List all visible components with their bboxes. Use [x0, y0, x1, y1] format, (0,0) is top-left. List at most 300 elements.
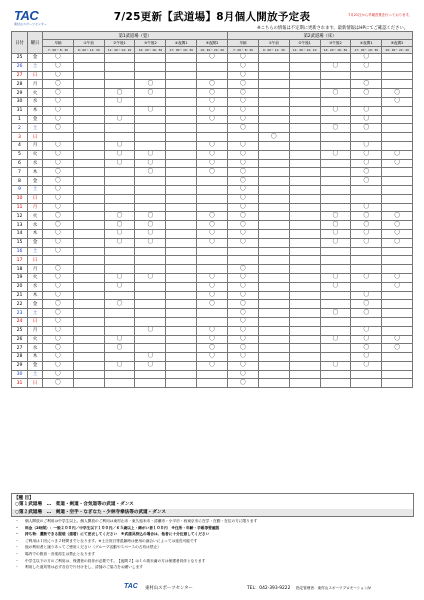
open-slot-mark: 〇 — [351, 159, 382, 168]
closed-slot — [258, 203, 289, 212]
period-time: 17：00～ 19：30 — [351, 47, 382, 54]
row-weekday: 火 — [28, 335, 43, 344]
closed-slot — [382, 256, 413, 265]
row-weekday: 月 — [28, 326, 43, 335]
table-row — [12, 379, 413, 388]
open-slot-mark: 〇 — [43, 238, 74, 247]
closed-slot — [166, 177, 197, 186]
row-date: 21 — [12, 291, 28, 300]
rule-item — [11, 525, 412, 532]
open-slot-mark: 〇 — [43, 335, 74, 344]
closed-slot — [258, 265, 289, 274]
table-row — [12, 238, 413, 247]
period-name: ④夜間1 — [351, 40, 382, 47]
open-slot-mark: 〇 — [104, 300, 135, 309]
closed-slot — [289, 203, 320, 212]
closed-slot — [382, 115, 413, 124]
closed-slot — [104, 62, 135, 71]
row-date: 24 — [12, 317, 28, 326]
open-slot-mark: 〇 — [228, 71, 259, 80]
open-slot-mark: 〇 — [104, 335, 135, 344]
closed-slot — [289, 71, 320, 80]
open-slot-mark: 〇 — [43, 229, 74, 238]
closed-slot — [258, 247, 289, 256]
open-slot-mark: 〇 — [43, 361, 74, 370]
open-slot-mark: 〇 — [351, 309, 382, 318]
open-slot-mark: 〇 — [197, 159, 228, 168]
open-slot-mark: 〇 — [228, 300, 259, 309]
closed-slot — [135, 115, 166, 124]
rule-text: 利用した道具等は必ず各自で片付けをし、清掃のご協力をお願いします — [25, 565, 143, 570]
closed-slot — [43, 133, 74, 142]
open-slot-mark: 〇 — [351, 361, 382, 370]
footer-organization: 東村山スポーツセンター — [145, 586, 193, 591]
closed-slot — [258, 54, 289, 63]
closed-slot — [382, 141, 413, 150]
closed-slot — [166, 106, 197, 115]
closed-slot — [289, 344, 320, 353]
closed-slot — [166, 141, 197, 150]
row-weekday: 土 — [28, 370, 43, 379]
closed-slot — [135, 97, 166, 106]
closed-slot — [197, 265, 228, 274]
closed-slot — [382, 291, 413, 300]
closed-slot — [197, 62, 228, 71]
open-slot-mark: 〇 — [228, 89, 259, 98]
table-row — [12, 361, 413, 370]
closed-slot — [289, 177, 320, 186]
row-weekday: 金 — [28, 238, 43, 247]
footer-manager: 指定管理者：東村山スポーツプロモーションJV — [296, 585, 371, 590]
open-slot-mark: 〇 — [197, 300, 228, 309]
open-slot-mark: 〇 — [197, 89, 228, 98]
open-slot-mark: 〇 — [228, 229, 259, 238]
closed-slot — [320, 265, 351, 274]
closed-slot — [258, 194, 289, 203]
open-slot-mark: 〇 — [43, 344, 74, 353]
period-name: ①午前 — [73, 40, 104, 47]
closed-slot — [166, 71, 197, 80]
closed-slot — [351, 133, 382, 142]
open-slot-mark: 〇 — [104, 221, 135, 230]
open-slot-mark: 〇 — [228, 353, 259, 362]
closed-slot — [289, 300, 320, 309]
closed-slot — [320, 370, 351, 379]
row-date: 1 — [12, 115, 28, 124]
closed-slot — [258, 353, 289, 362]
table-row — [12, 133, 413, 142]
row-weekday: 土 — [28, 124, 43, 133]
row-weekday: 日 — [28, 317, 43, 326]
closed-slot — [289, 309, 320, 318]
row-weekday: 木 — [28, 353, 43, 362]
closed-slot — [289, 141, 320, 150]
closed-slot — [258, 291, 289, 300]
row-date: 11 — [12, 203, 28, 212]
open-slot-mark: 〇 — [228, 238, 259, 247]
closed-slot — [258, 124, 289, 133]
closed-slot — [73, 89, 104, 98]
closed-slot — [320, 300, 351, 309]
table-row — [12, 344, 413, 353]
open-slot-mark: 〇 — [351, 177, 382, 186]
closed-slot — [258, 229, 289, 238]
closed-slot — [320, 203, 351, 212]
row-date: 27 — [12, 344, 28, 353]
open-slot-mark: 〇 — [197, 273, 228, 282]
closed-slot — [320, 247, 351, 256]
closed-slot — [289, 159, 320, 168]
open-slot-mark: 〇 — [382, 229, 413, 238]
table-row — [12, 177, 413, 186]
row-date: 28 — [12, 353, 28, 362]
row-weekday: 火 — [28, 212, 43, 221]
closed-slot — [289, 97, 320, 106]
bullet-icon: ・ — [15, 557, 19, 563]
closed-slot — [382, 309, 413, 318]
open-slot-mark: 〇 — [320, 89, 351, 98]
closed-slot — [351, 194, 382, 203]
closed-slot — [135, 335, 166, 344]
closed-slot — [73, 317, 104, 326]
row-weekday: 月 — [28, 265, 43, 274]
period-name: ④夜間1 — [166, 40, 197, 47]
open-slot-mark: 〇 — [382, 150, 413, 159]
closed-slot — [73, 229, 104, 238]
usage-rules — [11, 518, 412, 571]
closed-slot — [73, 159, 104, 168]
open-slot-mark: 〇 — [228, 370, 259, 379]
open-slot-mark: 〇 — [228, 159, 259, 168]
closed-slot — [166, 212, 197, 221]
header-dojo2: 第2武道場（床） — [228, 32, 413, 40]
closed-slot — [258, 168, 289, 177]
open-slot-mark: 〇 — [43, 370, 74, 379]
closed-slot — [228, 133, 259, 142]
rule-item — [11, 538, 412, 545]
closed-slot — [289, 291, 320, 300]
open-slot-mark: 〇 — [351, 344, 382, 353]
closed-slot — [166, 124, 197, 133]
row-date: 30 — [12, 97, 28, 106]
closed-slot — [135, 379, 166, 388]
closed-slot — [166, 256, 197, 265]
closed-slot — [258, 150, 289, 159]
closed-slot — [382, 106, 413, 115]
page-title: 7/25更新【武道場】8月個人開放予定表 — [113, 11, 311, 23]
table-row — [12, 282, 413, 291]
period-name: 早朝 — [228, 40, 259, 47]
open-slot-mark: 〇 — [228, 379, 259, 388]
table-row — [12, 54, 413, 63]
closed-slot — [73, 326, 104, 335]
table-row — [12, 247, 413, 256]
closed-slot — [382, 133, 413, 142]
open-slot-mark: 〇 — [43, 309, 74, 318]
period-time: 14：20～ 16：50 — [320, 47, 351, 54]
closed-slot — [166, 282, 197, 291]
closed-slot — [73, 353, 104, 362]
open-slot-mark: 〇 — [135, 361, 166, 370]
open-slot-mark: 〇 — [351, 273, 382, 282]
closed-slot — [382, 124, 413, 133]
open-slot-mark: 〇 — [351, 115, 382, 124]
closed-slot — [104, 71, 135, 80]
open-slot-mark: 〇 — [43, 106, 74, 115]
closed-slot — [166, 133, 197, 142]
row-date: 22 — [12, 300, 28, 309]
row-date: 7 — [12, 168, 28, 177]
open-slot-mark: 〇 — [228, 106, 259, 115]
closed-slot — [351, 185, 382, 194]
row-weekday: 月 — [28, 141, 43, 150]
open-slot-mark: 〇 — [320, 361, 351, 370]
open-slot-mark: 〇 — [351, 291, 382, 300]
row-date: 3 — [12, 133, 28, 142]
header-weekday: 曜日 — [28, 32, 43, 54]
table-row — [12, 335, 413, 344]
row-date: 27 — [12, 71, 28, 80]
bullet-icon: ・ — [15, 524, 19, 530]
row-weekday: 水 — [28, 282, 43, 291]
legend-dojo1: ○第１武道場 … 柔道・剣道・合気道等の武道・ダンス — [15, 502, 134, 507]
open-slot-mark: 〇 — [43, 141, 74, 150]
closed-slot — [73, 212, 104, 221]
open-slot-mark: 〇 — [228, 326, 259, 335]
open-slot-mark: 〇 — [43, 212, 74, 221]
closed-slot — [197, 124, 228, 133]
open-slot-mark: 〇 — [258, 133, 289, 142]
row-weekday: 水 — [28, 344, 43, 353]
closed-slot — [166, 159, 197, 168]
closed-slot — [258, 238, 289, 247]
open-slot-mark: 〇 — [382, 97, 413, 106]
open-slot-mark: 〇 — [104, 115, 135, 124]
table-row — [12, 326, 413, 335]
period-time: 19：40～ 22：20 — [197, 47, 228, 54]
legend-heading: 【種 目】 — [14, 496, 34, 501]
open-slot-mark: 〇 — [197, 212, 228, 221]
closed-slot — [258, 335, 289, 344]
closed-slot — [382, 177, 413, 186]
row-date: 31 — [12, 106, 28, 115]
closed-slot — [289, 80, 320, 89]
row-weekday: 日 — [28, 256, 43, 265]
closed-slot — [104, 106, 135, 115]
table-row — [12, 300, 413, 309]
closed-slot — [197, 203, 228, 212]
closed-slot — [104, 256, 135, 265]
open-slot-mark: 〇 — [382, 282, 413, 291]
row-date: 15 — [12, 238, 28, 247]
closed-slot — [166, 265, 197, 274]
rule-text: 個人開放のご利用は中学生以上。個人開放のご利用は東村山市・東久留米市・清瀬市・小平市・西東京市に在学・在勤・在住の方に限ります — [25, 519, 258, 523]
closed-slot — [73, 54, 104, 63]
row-weekday: 水 — [28, 221, 43, 230]
open-slot-mark: 〇 — [228, 317, 259, 326]
table-row — [12, 80, 413, 89]
table-row — [12, 62, 413, 71]
closed-slot — [351, 71, 382, 80]
closed-slot — [258, 97, 289, 106]
table-row — [12, 273, 413, 282]
open-slot-mark: 〇 — [43, 194, 74, 203]
closed-slot — [104, 247, 135, 256]
open-slot-mark: 〇 — [43, 221, 74, 230]
closed-slot — [258, 309, 289, 318]
closed-slot — [166, 335, 197, 344]
period-time: 11：40～ 14：10 — [289, 47, 320, 54]
closed-slot — [166, 62, 197, 71]
period-time: 17：00～ 19：30 — [166, 47, 197, 54]
open-slot-mark: 〇 — [197, 361, 228, 370]
closed-slot — [289, 168, 320, 177]
closed-slot — [135, 54, 166, 63]
open-slot-mark: 〇 — [351, 326, 382, 335]
closed-slot — [320, 115, 351, 124]
open-slot-mark: 〇 — [351, 150, 382, 159]
open-slot-mark: 〇 — [382, 344, 413, 353]
closed-slot — [320, 185, 351, 194]
open-slot-mark: 〇 — [351, 353, 382, 362]
closed-slot — [104, 309, 135, 318]
table-row — [12, 159, 413, 168]
open-slot-mark: 〇 — [104, 141, 135, 150]
closed-slot — [382, 361, 413, 370]
open-slot-mark: 〇 — [320, 124, 351, 133]
open-slot-mark: 〇 — [197, 353, 228, 362]
closed-slot — [289, 326, 320, 335]
closed-slot — [73, 133, 104, 142]
table-row — [12, 124, 413, 133]
open-slot-mark: 〇 — [320, 106, 351, 115]
closed-slot — [258, 177, 289, 186]
open-slot-mark: 〇 — [43, 317, 74, 326]
open-slot-mark: 〇 — [197, 335, 228, 344]
row-weekday: 日 — [28, 71, 43, 80]
closed-slot — [73, 361, 104, 370]
rule-text: 中学生以下の方のご利用は、保護者の同伴が必要です。【夜間２】は１６歳未満の方は保護者同伴となります — [25, 558, 206, 563]
open-slot-mark: 〇 — [43, 291, 74, 300]
open-slot-mark: 〇 — [382, 273, 413, 282]
row-date: 18 — [12, 265, 28, 274]
closed-slot — [320, 177, 351, 186]
open-slot-mark: 〇 — [228, 150, 259, 159]
bullet-icon: ・ — [15, 550, 19, 556]
closed-slot — [351, 256, 382, 265]
closed-slot — [73, 115, 104, 124]
open-slot-mark: 〇 — [104, 238, 135, 247]
closed-slot — [351, 265, 382, 274]
rule-text: 他の利用者と譲りあってご使用ください（グループ活動やスペースの占有は禁止） — [25, 545, 161, 550]
closed-slot — [351, 282, 382, 291]
closed-slot — [258, 80, 289, 89]
row-date: 8 — [12, 177, 28, 186]
open-slot-mark: 〇 — [135, 80, 166, 89]
open-slot-mark: 〇 — [135, 89, 166, 98]
open-slot-mark: 〇 — [320, 62, 351, 71]
open-slot-mark: 〇 — [228, 177, 259, 186]
closed-slot — [258, 89, 289, 98]
table-row — [12, 115, 413, 124]
closed-slot — [382, 62, 413, 71]
open-slot-mark: 〇 — [320, 238, 351, 247]
closed-slot — [258, 185, 289, 194]
closed-slot — [166, 185, 197, 194]
period-name: ③午後2 — [135, 40, 166, 47]
period-name: ②午後1 — [104, 40, 135, 47]
closed-slot — [382, 247, 413, 256]
open-slot-mark: 〇 — [197, 115, 228, 124]
open-slot-mark: 〇 — [197, 291, 228, 300]
closed-slot — [73, 97, 104, 106]
closed-slot — [73, 247, 104, 256]
closed-slot — [351, 370, 382, 379]
closed-slot — [166, 89, 197, 98]
period-time: 7：00～ 8：30 — [43, 47, 74, 54]
closed-slot — [320, 97, 351, 106]
row-weekday: 月 — [28, 203, 43, 212]
row-date: 10 — [12, 194, 28, 203]
open-slot-mark: 〇 — [228, 97, 259, 106]
open-slot-mark: 〇 — [43, 247, 74, 256]
row-date: 23 — [12, 309, 28, 318]
closed-slot — [258, 326, 289, 335]
closed-slot — [166, 97, 197, 106]
closed-slot — [73, 124, 104, 133]
closed-slot — [73, 238, 104, 247]
closed-slot — [382, 194, 413, 203]
open-slot-mark: 〇 — [43, 97, 74, 106]
table-row — [12, 185, 413, 194]
closed-slot — [135, 177, 166, 186]
closed-slot — [166, 273, 197, 282]
closed-slot — [166, 229, 197, 238]
closed-slot — [320, 194, 351, 203]
open-slot-mark: 〇 — [228, 168, 259, 177]
row-date: 25 — [12, 54, 28, 63]
table-row — [12, 203, 413, 212]
closed-slot — [320, 326, 351, 335]
closed-slot — [258, 106, 289, 115]
closed-slot — [258, 159, 289, 168]
open-slot-mark: 〇 — [135, 106, 166, 115]
closed-slot — [73, 177, 104, 186]
closed-slot — [197, 185, 228, 194]
open-slot-mark: 〇 — [43, 62, 74, 71]
table-row — [12, 309, 413, 318]
row-date: 20 — [12, 282, 28, 291]
closed-slot — [73, 291, 104, 300]
open-slot-mark: 〇 — [228, 141, 259, 150]
closed-slot — [320, 168, 351, 177]
table-row — [12, 89, 413, 98]
row-date: 6 — [12, 159, 28, 168]
footer-phone: TEL：042-393-9222 — [247, 586, 291, 591]
closed-slot — [382, 168, 413, 177]
row-weekday: 金 — [28, 177, 43, 186]
open-slot-mark: 〇 — [228, 265, 259, 274]
closed-slot — [289, 229, 320, 238]
open-slot-mark: 〇 — [135, 353, 166, 362]
logo-mark: TAC — [14, 8, 39, 23]
bullet-icon: ・ — [15, 537, 19, 543]
rule-text: ご利用は１回につき２時間までとなります。※土日祝日等混雑時は使用の譲合いによっては延長可能です — [25, 538, 198, 543]
closed-slot — [258, 300, 289, 309]
rule-text: 持ち物：運動できる服装（道着）にて更衣してください ※武道具持込の場合は、他者に十分注意してください — [25, 532, 210, 537]
closed-slot — [135, 62, 166, 71]
closed-slot — [197, 194, 228, 203]
